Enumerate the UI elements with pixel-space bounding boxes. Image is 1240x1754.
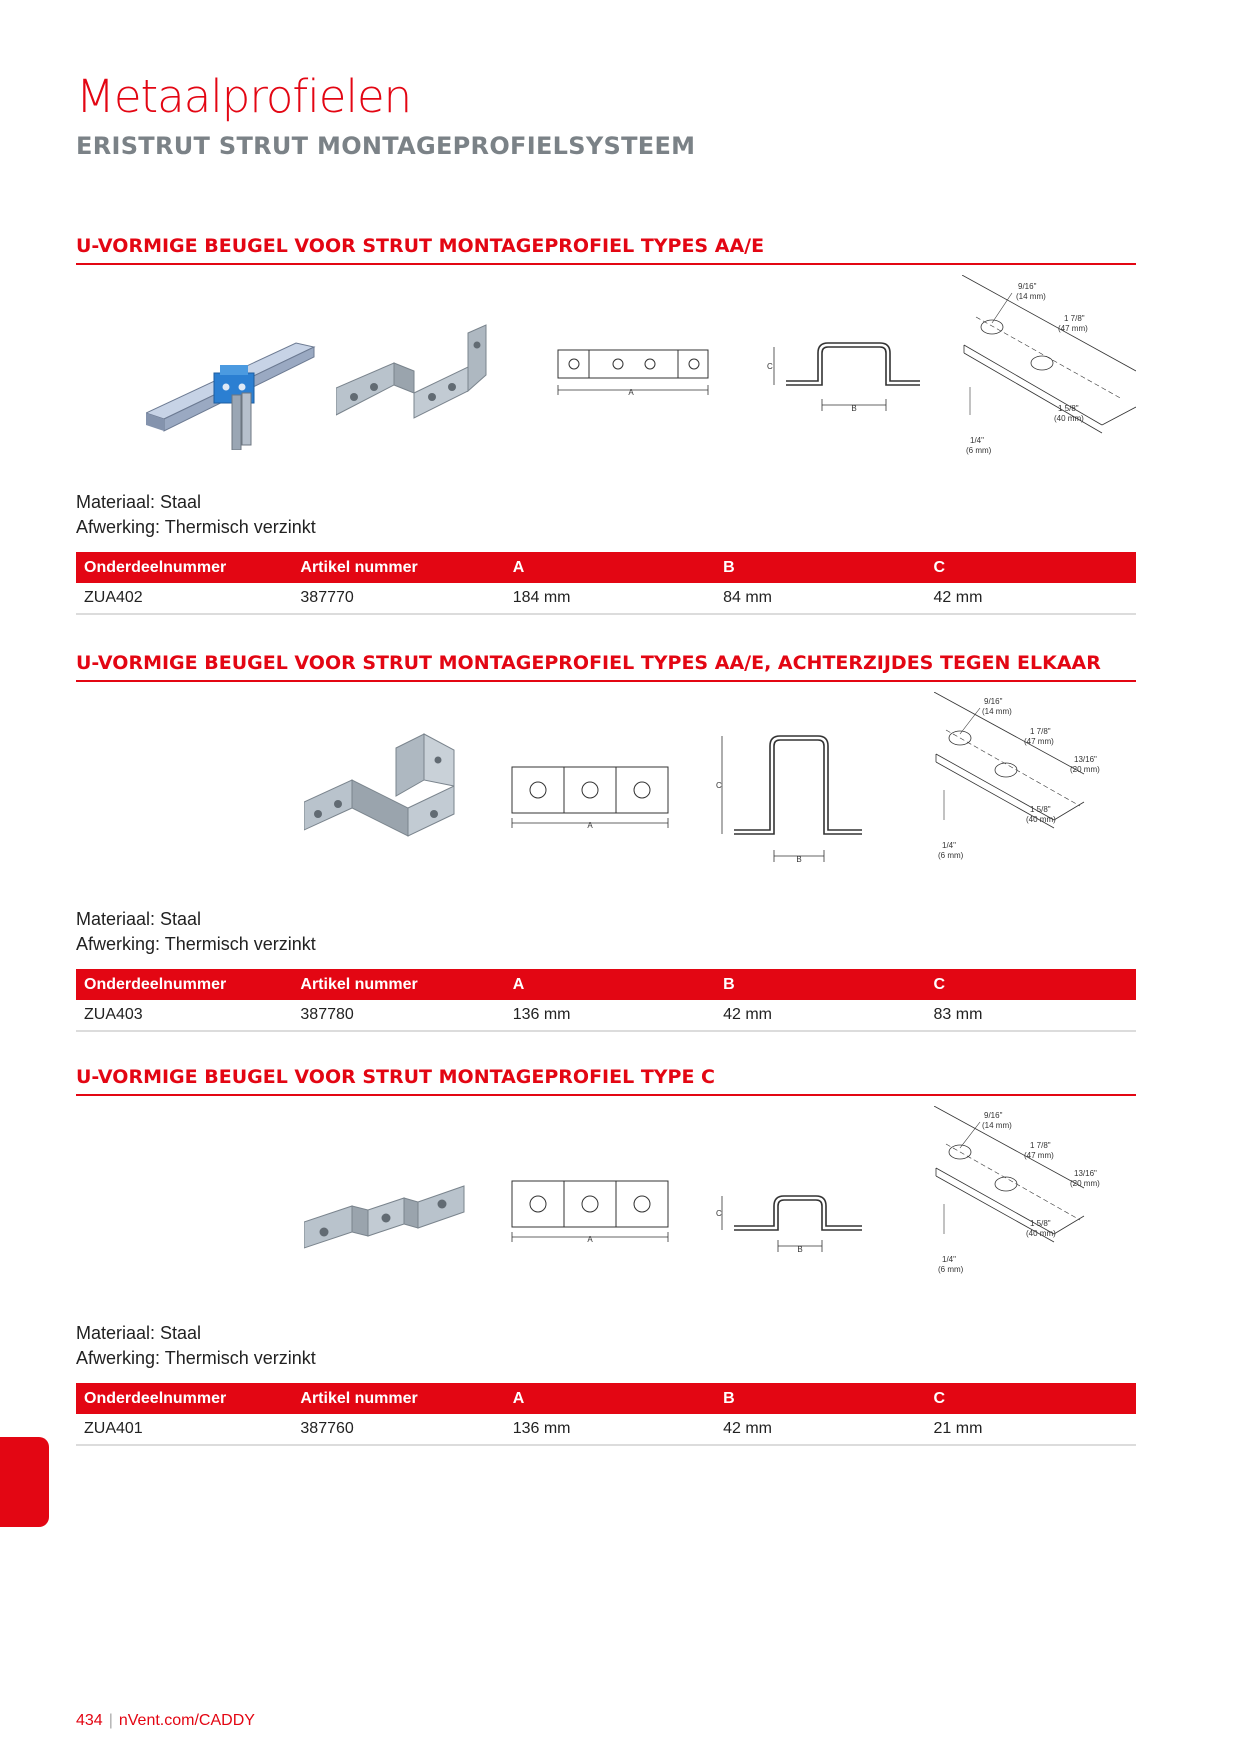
table-row — [76, 1000, 1136, 1031]
cell-article-number: 387780 — [292, 1000, 504, 1031]
col-header: Onderdeelnummer — [76, 969, 292, 1000]
footer-site-link[interactable]: nVent.com/CADDY — [118, 1712, 255, 1729]
cell-article-number: 387770 — [292, 583, 504, 614]
product-section — [76, 235, 1136, 615]
finish-text: Afwerking: Thermisch verzinkt — [76, 517, 316, 537]
col-header: B — [715, 969, 925, 1000]
cell-a: 136 mm — [505, 1000, 715, 1031]
dim-hole-mm: (14 mm) — [1016, 292, 1046, 301]
bracket-image — [304, 732, 469, 862]
dim-thick: 1/4" — [942, 1255, 956, 1264]
dim-pitch: 1 7/8" — [1064, 314, 1085, 323]
dim-width: 1 5/8" — [1058, 404, 1079, 413]
dim-thick: 1/4" — [970, 436, 984, 445]
col-header: C — [926, 1383, 1136, 1414]
col-header: C — [926, 552, 1136, 583]
flat-layout-drawing — [508, 762, 678, 832]
cell-c: 83 mm — [926, 1000, 1136, 1031]
dim-b-label: B — [796, 855, 802, 864]
col-header: B — [715, 1383, 925, 1414]
cell-part-number: ZUA402 — [76, 583, 292, 614]
dim-pitch-mm: (47 mm) — [1058, 324, 1088, 333]
cell-a: 136 mm — [505, 1414, 715, 1445]
dim-c-label: C — [716, 1209, 722, 1218]
strut-assembly-image — [146, 335, 316, 450]
dim-hole-mm: (14 mm) — [982, 707, 1012, 716]
section-heading: U-VORMIGE BEUGEL VOOR STRUT MONTAGEPROFIEL TYPES AA/E, ACHTERZIJDES TEGEN ELKAAR — [76, 652, 1136, 682]
dim-a-label: A — [587, 1235, 593, 1244]
dim-hole: 9/16" — [984, 1111, 1003, 1120]
cell-a: 184 mm — [505, 583, 715, 614]
section-heading: U-VORMIGE BEUGEL VOOR STRUT MONTAGEPROFIEL TYPES AA/E — [76, 235, 1136, 265]
cell-b: 42 mm — [715, 1414, 925, 1445]
col-header: A — [505, 552, 715, 583]
col-header: A — [505, 1383, 715, 1414]
drawings-row — [76, 1096, 1136, 1321]
dim-b-label: B — [851, 404, 857, 413]
material-text: Materiaal: Staal — [76, 492, 202, 512]
page-number: 434 — [76, 1712, 103, 1729]
dim-edge-mm: (20 mm) — [1070, 1179, 1100, 1188]
dim-width: 1 5/8" — [1030, 1219, 1051, 1228]
cell-b: 42 mm — [715, 1000, 925, 1031]
dim-b-label: B — [797, 1245, 803, 1254]
dim-hole-mm: (14 mm) — [982, 1121, 1012, 1130]
flat-layout-drawing — [508, 1176, 678, 1246]
cell-part-number: ZUA403 — [76, 1000, 292, 1031]
dim-edge-mm: (20 mm) — [1070, 765, 1100, 774]
dim-pitch: 1 7/8" — [1030, 727, 1051, 736]
dim-thick-mm: (6 mm) — [966, 446, 992, 455]
page-subtitle: ERISTRUT STRUT MONTAGEPROFIELSYSTEEM — [76, 132, 696, 160]
col-header: Artikel nummer — [292, 552, 504, 583]
dim-pitch: 1 7/8" — [1030, 1141, 1051, 1150]
dim-edge: 13/16" — [1074, 1169, 1097, 1178]
section-heading: U-VORMIGE BEUGEL VOOR STRUT MONTAGEPROFIEL TYPE C — [76, 1066, 1136, 1096]
cell-b: 84 mm — [715, 583, 925, 614]
dim-pitch-mm: (47 mm) — [1024, 1151, 1054, 1160]
material-text: Materiaal: Staal — [76, 909, 202, 929]
footer-separator: | — [108, 1712, 113, 1729]
drawings-row — [76, 265, 1136, 490]
dim-width-mm: (40 mm) — [1026, 1229, 1056, 1238]
dim-hole: 9/16" — [984, 697, 1003, 706]
col-header: Onderdeelnummer — [76, 552, 292, 583]
bracket-image — [336, 323, 506, 433]
page-title: Metaalprofielen — [76, 70, 412, 123]
profile-drawing — [766, 341, 926, 416]
material-text: Materiaal: Staal — [76, 1323, 202, 1343]
product-section — [76, 1066, 1136, 1446]
spec-table — [76, 552, 1136, 615]
cell-c: 21 mm — [926, 1414, 1136, 1445]
col-header: B — [715, 552, 925, 583]
chapter-tab — [0, 1437, 49, 1527]
dim-c-label: C — [767, 362, 773, 371]
hole-detail-drawing — [962, 275, 1136, 460]
table-header-row — [76, 969, 1136, 1000]
col-header: A — [505, 969, 715, 1000]
dim-hole: 9/16" — [1018, 282, 1037, 291]
table-header-row — [76, 552, 1136, 583]
dim-thick-mm: (6 mm) — [938, 1265, 964, 1274]
col-header: Artikel nummer — [292, 969, 504, 1000]
col-header: C — [926, 969, 1136, 1000]
dim-width-mm: (40 mm) — [1026, 815, 1056, 824]
dim-a-label: A — [628, 388, 634, 397]
finish-text: Afwerking: Thermisch verzinkt — [76, 1348, 316, 1368]
spec-table — [76, 1383, 1136, 1446]
dim-c-label: C — [716, 781, 722, 790]
dim-edge: 13/16" — [1074, 755, 1097, 764]
product-section — [76, 652, 1136, 1032]
finish-text: Afwerking: Thermisch verzinkt — [76, 934, 316, 954]
drawings-row — [76, 682, 1136, 907]
hole-detail-drawing — [934, 1106, 1114, 1291]
table-row — [76, 1414, 1136, 1445]
profile-drawing — [712, 1190, 892, 1260]
col-header: Artikel nummer — [292, 1383, 504, 1414]
hole-detail-drawing — [934, 692, 1114, 877]
dim-width: 1 5/8" — [1030, 805, 1051, 814]
page-footer — [76, 1712, 255, 1730]
table-row — [76, 583, 1136, 614]
table-header-row — [76, 1383, 1136, 1414]
dim-a-label: A — [587, 821, 593, 830]
col-header: Onderdeelnummer — [76, 1383, 292, 1414]
cell-c: 42 mm — [926, 583, 1136, 614]
dim-width-mm: (40 mm) — [1054, 414, 1084, 423]
bracket-image — [304, 1184, 469, 1274]
cell-article-number: 387760 — [292, 1414, 504, 1445]
spec-table — [76, 969, 1136, 1032]
dim-pitch-mm: (47 mm) — [1024, 737, 1054, 746]
profile-drawing — [712, 732, 892, 872]
flat-layout-drawing — [554, 345, 714, 405]
dim-thick-mm: (6 mm) — [938, 851, 964, 860]
cell-part-number: ZUA401 — [76, 1414, 292, 1445]
dim-thick: 1/4" — [942, 841, 956, 850]
